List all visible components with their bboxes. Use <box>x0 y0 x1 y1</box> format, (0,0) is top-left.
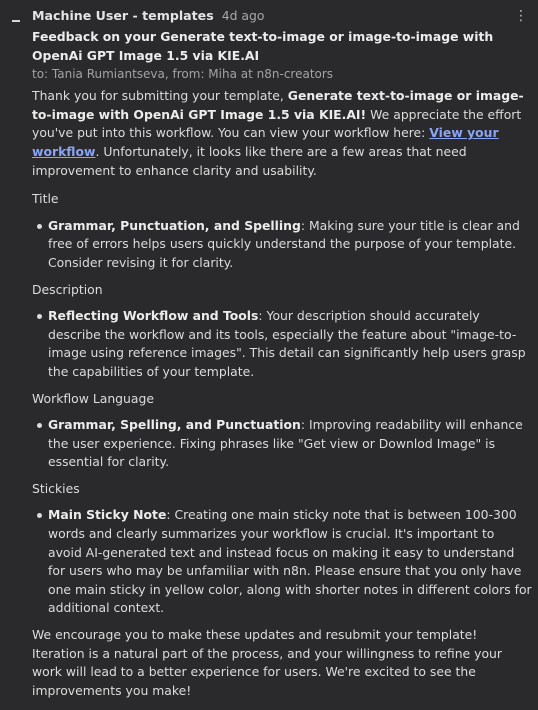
intro-mid: We appreciate the effort you've put into this workflow. You can view your workflow here: <box>32 106 522 141</box>
section-stickies-list <box>32 506 532 618</box>
section-title-stickies: Stickies <box>32 480 80 496</box>
post-header <box>32 7 532 27</box>
section-title-list <box>32 217 532 273</box>
list-item <box>48 416 532 472</box>
author-name[interactable]: Machine User - templates <box>32 8 214 23</box>
message-recipients: to: Tania Rumiantseva, from: Miha at n8n-creators <box>32 67 334 82</box>
list-item <box>48 217 532 273</box>
message-post <box>32 7 532 710</box>
item-heading: Grammar, Spelling, and Punctuation <box>48 417 301 433</box>
item-heading: Main Sticky Note <box>48 507 167 523</box>
closing-paragraph: We encourage you to make these updates and resubmit your template! Iteration is a natural part of the process, and your willingness to refine your work will lead to a better experience for users. We're excited to see the improvements you make! <box>32 627 502 698</box>
item-heading: Grammar, Punctuation, and Spelling <box>48 217 301 233</box>
item-text: : Your description should accurately describe the workflow and its tools, especially the feature about "image-to-image using reference images". This detail can significantly help users grasp the capabilities of your template. <box>48 308 526 379</box>
list-item <box>48 506 532 618</box>
message-title: Feedback on your Generate text-to-image or image-to-image with OpenAi GPT Image 1.5 via KIE.AI <box>32 29 494 63</box>
section-description-list <box>32 307 532 381</box>
item-heading: Reflecting Workflow and Tools <box>48 308 259 324</box>
item-text: : Making sure your title is clear and free of errors helps users quickly understand the purpose of your template. Consider revising it for clarity. <box>48 217 520 270</box>
item-text: : Improving readability will enhance the user experience. Fixing phrases like "Get view or Downlod Image" is essential for clarity. <box>48 417 523 470</box>
post-age[interactable]: 4d ago <box>221 8 265 23</box>
avatar-bar <box>12 20 20 22</box>
list-item <box>48 307 532 381</box>
view-workflow-link[interactable]: View your workflow <box>32 125 499 159</box>
item-text: : Creating one main sticky note that is between 100-300 words and clearly summarizes your workflow is crucial. It's important to avoid AI-generated text and instead focus on making it easy to understand for users who may be unfamiliar with n8n. Please ensure that you only have one main sticky in yellow color, along with shorter notes in different colors for additional context. <box>48 507 532 616</box>
intro-paragraph <box>32 87 532 180</box>
more-options-icon[interactable]: ⋮ <box>514 8 528 24</box>
user-avatar-icon[interactable] <box>10 12 24 26</box>
section-workflow-language-list <box>32 416 532 472</box>
template-name: Generate text-to-image or image-to-image with OpenAi GPT Image 1.5 via KIE.AI! <box>32 88 524 122</box>
intro-pre: Thank you for submitting your template, <box>32 88 288 104</box>
intro-post: . Unfortunately, it looks like there are a few areas that need improvement to enhance clarity and usability. <box>32 143 467 178</box>
section-title-description: Description <box>32 281 103 297</box>
section-title-workflow-language: Workflow Language <box>32 390 154 406</box>
section-title-title: Title <box>32 191 59 207</box>
